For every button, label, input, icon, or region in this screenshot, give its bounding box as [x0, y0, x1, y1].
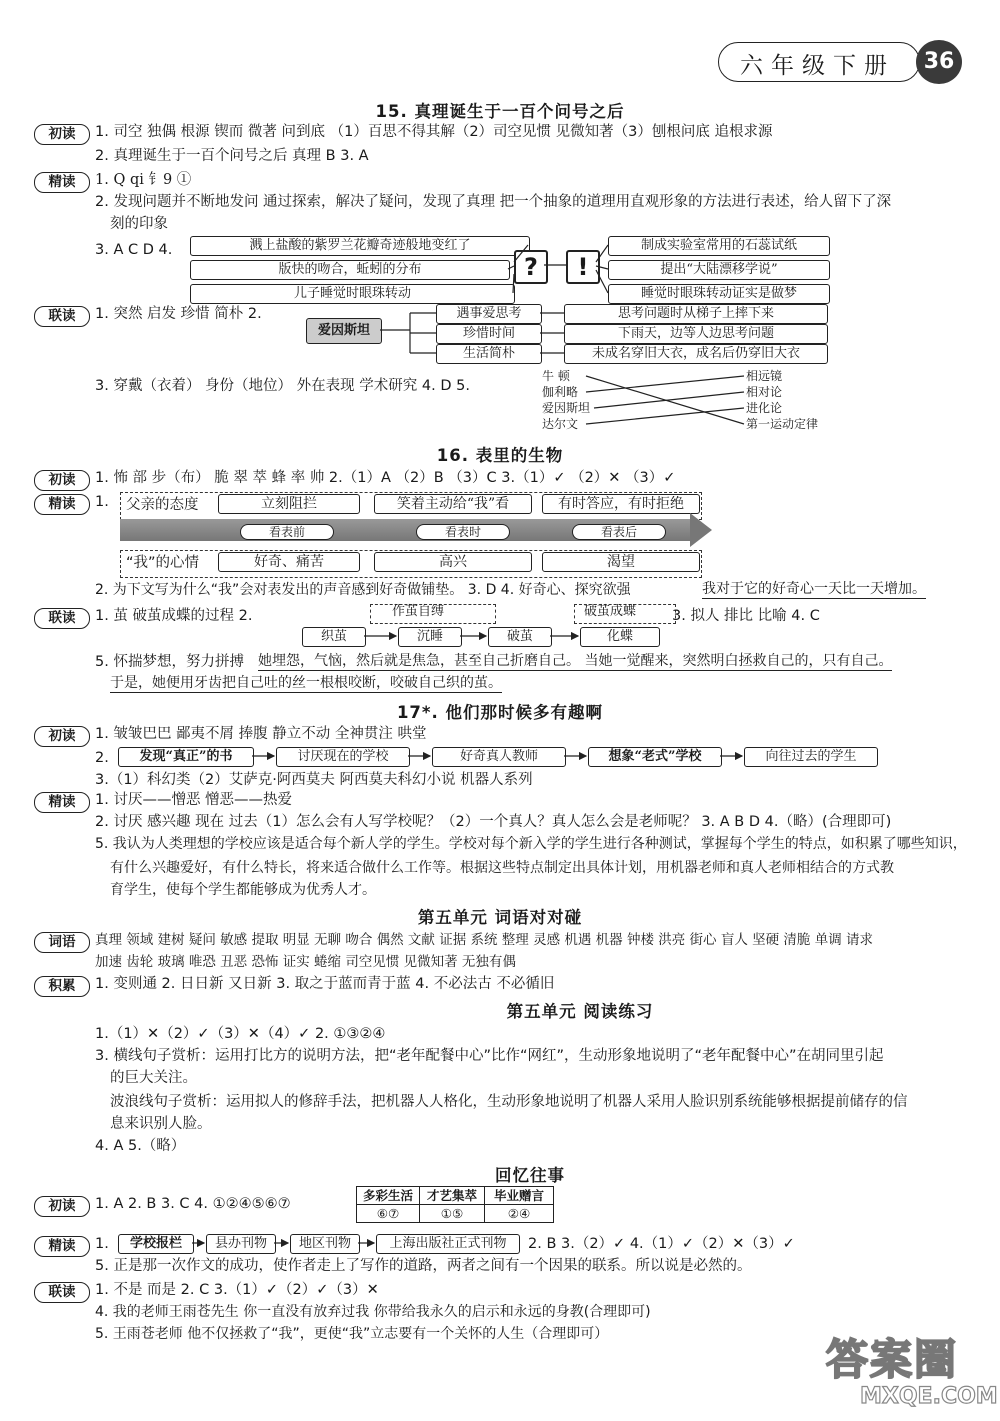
einstein-box: 爱因斯坦 [306, 318, 382, 344]
tag-first-read-16: 初读 [34, 470, 90, 491]
stage-3: 看表后 [572, 524, 666, 540]
tag-link-read: 联读 [34, 306, 90, 327]
attitude-3: 有时答应，有时拒绝 [542, 494, 700, 514]
trait-box-2: 珍惜时间 [436, 324, 542, 344]
cause-box-3: 儿子睡觉时眼珠转动 [190, 284, 515, 304]
tag-close-read-mem: 精读 [34, 1236, 90, 1257]
trait-box-1: 遇事爱思考 [436, 304, 542, 324]
above-1: 作茧自缚 [392, 604, 445, 619]
mflow-2: 县办刊物 [206, 1234, 276, 1254]
attitude-2: 笑着主动给“我”看 [374, 494, 532, 514]
l17-jd1: 1. 讨厌——憎恶 憎恶——热爱 [95, 792, 293, 808]
flow17-1: 发现“真正”的书 [118, 747, 254, 767]
l17-jd5a: 5. 我认为人类理想的学校应该是适合每个新人学的学生。学校对每个新入学的学生进行各种测试，掌握每个学生的特点，如积累了哪些知识， [95, 836, 967, 852]
result-box-1: 制成实验室常用的石蕊试纸 [608, 236, 830, 256]
flow17-2: 讨厌现在的学校 [276, 747, 410, 767]
attitude-label: 父亲的态度 [126, 497, 199, 513]
memory-jd1: 1. [95, 1236, 109, 1252]
memory-title: 回忆往事 [495, 1166, 565, 1185]
table-header-3: 毕业赠言 [484, 1186, 554, 1205]
scientist-4: 达尔文 [542, 417, 579, 431]
scientist-1: 牛 顿 [542, 369, 570, 383]
l17-cd3: 3.（1）科幻类（2）艾萨克·阿西莫夫 阿西莫夫科幻小说 机器人系列 [95, 772, 533, 788]
flow17-5: 向往过去的学生 [744, 747, 878, 767]
feeling-label: “我”的心情 [126, 555, 200, 571]
evidence-box-1: 思考问题时从梯子上摔下来 [564, 304, 828, 324]
l16-ld5: 5. 怀揣梦想，努力拼搏 [95, 654, 244, 670]
trait-box-3: 生活简朴 [436, 344, 542, 364]
above-2: 破茧成蝶 [584, 604, 637, 619]
mflow-4: 上海出版社正式刊物 [376, 1234, 520, 1254]
theory-4: 第一运动定律 [746, 417, 819, 431]
l16-ld5b: 于是，她便用牙齿把自己吐的丝一根根咬断，咬破自己织的茧。 [110, 675, 502, 691]
tag-accumulate: 积累 [34, 976, 90, 997]
watermark-url: MXQE.COM [860, 1384, 998, 1409]
theory-3: 进化论 [746, 401, 783, 415]
reading-l4: 4. A 5.（略） [95, 1138, 186, 1154]
tag-link-read-mem: 联读 [34, 1282, 90, 1303]
memory-ld1: 1. 不是 而是 2. C 3.（1）✓（2）✓（3）✕ [95, 1282, 379, 1298]
process-1: 织茧 [302, 627, 366, 647]
memory-ld4: 4. 我的老师王雨苍先生 你一直没有放弃过我 你带给我永久的启示和永远的身教(合理即可) [95, 1304, 651, 1320]
memory-jd5: 5. 正是那一次作文的成功，使作者走上了写作的道路，两者之间有一个因果的联系。所以说是必然的。 [95, 1258, 752, 1274]
l17-jd2: 2. 讨厌 感兴趣 现在 过去（1）怎么会有人写学校呢？（2）一个真人？真人怎么会是老师呢？ 3. A B D 4.（略）(合理即可) [95, 814, 892, 830]
question-mark-box: ? [514, 250, 548, 284]
lesson15-title: 15. 真理诞生于一百个问号之后 [375, 102, 625, 121]
tag-first-read-mem: 初读 [34, 1196, 90, 1217]
flow17-3: 好奇真人教师 [432, 747, 566, 767]
l17-cd1: 1. 皱皱巴巴 鄙夷不屑 捧腹 静立不动 全神贯注 哄堂 [95, 726, 427, 742]
table-value-2: ①⑤ [419, 1204, 485, 1223]
tag-first-read: 初读 [34, 124, 90, 145]
tag-close-read-16: 精读 [34, 494, 90, 515]
table-header-2: 才艺集萃 [419, 1186, 485, 1205]
attitude-1: 立刻阻拦 [218, 494, 360, 514]
stage-1: 看表前 [240, 524, 334, 540]
process-3: 破茧 [488, 627, 552, 647]
evidence-box-2: 下雨天，边等人边思考问题 [564, 324, 828, 344]
feeling-2: 高兴 [374, 552, 532, 572]
result-box-2: 提出“大陆漂移学说” [608, 260, 830, 280]
l16-jd2-underlined: 我对于它的好奇心一天比一天增加。 [702, 581, 926, 597]
reading-title: 第五单元 阅读练习 [506, 1002, 654, 1021]
tag-words: 词语 [34, 932, 90, 953]
l17-cd2: 2. [95, 750, 109, 766]
l17-jd5c: 育学生，使每个学生都能够成为优秀人才。 [110, 882, 376, 898]
l16-ld1: 1. 茧 破茧成蝶的过程 2. [95, 608, 253, 624]
unit5-words2: 加速 齿轮 玻璃 唯恐 丑恶 恐怖 证实 蜷缩 司空见惯 见微知著 无独有偶 [95, 954, 516, 970]
mflow-1: 学校报栏 [118, 1234, 194, 1254]
tag-close-read-17: 精读 [34, 792, 90, 813]
scientist-2: 伽利略 [542, 385, 579, 399]
table-value-3: ②④ [484, 1204, 554, 1223]
memory-cd: 1. A 2. B 3. C 4. ①②④⑤⑥⑦ [95, 1196, 291, 1212]
l15-jd3: 3. A C D 4. [95, 242, 173, 258]
theory-2: 相对论 [746, 385, 783, 399]
result-box-3: 睡觉时眼珠转动证实是做梦 [608, 284, 830, 304]
unit5-title: 第五单元 词语对对碰 [417, 908, 583, 927]
unit5-acc: 1. 变则通 2. 日日新 又日新 3. 取之于蓝而青于蓝 4. 不必法古 不必循旧 [95, 976, 555, 992]
lesson16-title: 16. 表里的生物 [436, 446, 564, 465]
process-2: 沉睡 [398, 627, 462, 647]
flow17-4: 想象“老式”学校 [588, 747, 722, 767]
book-title: 六年级下册 [740, 53, 895, 79]
reading-l3: 3. 横线句子赏析：运用打比方的说明方法，把“老年配餐中心”比作“网红”，生动形象地说明了“老年配餐中心”在胡同里引起 [95, 1048, 884, 1064]
l17-jd5b: 有什么兴趣爱好，有什么特长，将来适合做什么工作等。根据这些特点制定出具体计划，用机器老师和真人老师相结合的方式教 [110, 860, 894, 876]
l15-jd2: 2. 发现问题并不断地发问 通过探索，解决了疑问，发现了真理 把一个抽象的道理用直观形象的方法进行表述，给人留下了深 [95, 194, 892, 210]
reading-l3b: 的巨大关注。 [110, 1070, 197, 1086]
stage-2: 看表时 [416, 524, 510, 540]
table-header-1: 多彩生活 [356, 1186, 420, 1205]
table-value-1: ⑥⑦ [356, 1204, 420, 1223]
tag-first-read-17: 初读 [34, 726, 90, 747]
process-4: 化蝶 [580, 627, 660, 647]
l16-cd: 1. 怖 部 步（布） 脆 翠 萃 蜂 率 帅 2.（1）A （2）B （3）C 3.（1）✓ （2）✕ （3）✓ [95, 470, 676, 486]
reading-l3d: 息来识别人脸。 [110, 1116, 212, 1132]
cause-box-1: 溅上盐酸的紫罗兰花瓣奇迹般地变红了 [190, 236, 530, 256]
unit5-words1: 真理 领域 建树 疑问 敏感 提取 明显 无聊 吻合 偶然 文献 证据 系统 整理 灵感 机遇 机器 钟楼 洪亮 街心 盲人 坚硬 清脆 单调 请求 [95, 932, 873, 948]
l16-jd1: 1. [95, 494, 109, 510]
reading-l3c: 波浪线句子赏析：运用拟人的修辞手法，把机器人人格化，生动形象地说明了机器人采用人脸识别系统能够根据提前储存的信 [110, 1094, 908, 1110]
feeling-3: 渴望 [542, 552, 700, 572]
scientist-3: 爱因斯坦 [542, 401, 591, 415]
evidence-box-3: 未成名穿旧大衣，成名后仍穿旧大衣 [564, 344, 828, 364]
lesson17-title: 17*. 他们那时候多有趣啊 [396, 703, 604, 722]
cause-box-2: 版快的吻合，蚯蚓的分布 [190, 260, 510, 280]
watermark-logo: 答案圈 [826, 1335, 959, 1384]
feeling-1: 好奇、痛苦 [218, 552, 360, 572]
l15-ld1: 1. 突然 启发 珍惜 简朴 2. [95, 306, 262, 322]
mflow-3: 地区刊物 [290, 1234, 360, 1254]
l16-ld3: 3. 拟人 排比 比喻 4. C [672, 608, 820, 624]
tag-link-read-16: 联读 [34, 608, 90, 629]
exclamation-box: ! [566, 250, 600, 284]
page-number: 36 [916, 40, 962, 84]
l15-ld3: 3. 穿戴（衣着） 身份（地位） 外在表现 学术研究 4. D 5. [95, 378, 470, 394]
reading-l1: 1.（1）✕（2）✓（3）✕（4）✓ 2. ①③②④ [95, 1026, 386, 1042]
memory-ld5: 5. 王雨苍老师 他不仅拯救了“我”，更使“我”立志要有一个关怀的人生（合理即可） [95, 1326, 609, 1342]
theory-1: 相远镜 [746, 369, 783, 383]
l15-jd2b: 刻的印象 [110, 216, 168, 232]
tag-close-read: 精读 [34, 172, 90, 193]
l16-jd2: 2. 为下文写为什么“我”会对表发出的声音感到好奇做铺垫。 3. D 4. 好奇心、探究欲强 [95, 582, 631, 598]
l15-jd1: 1. Q qi 钅9 ① [95, 172, 192, 188]
memory-jd1r: 2. B 3.（2）✓ 4.（1）✓（2）✕（3）✓ [528, 1236, 795, 1252]
l16-ld5-underlined: 她埋怨，气恼，然后就是焦急，甚至自己折磨自己。 当她一觉醒来，突然明白拯救自己的，只有自己。 [258, 653, 893, 669]
l15-cd2: 2. 真理诞生于一百个问号之后 真理 B 3. A [95, 148, 369, 164]
l15-cd1: 1. 司空 独偶 根源 锲而 微著 问到底 （1）百思不得其解（2）司空见惯 见微知著（3）刨根问底 追根求源 [95, 124, 773, 140]
